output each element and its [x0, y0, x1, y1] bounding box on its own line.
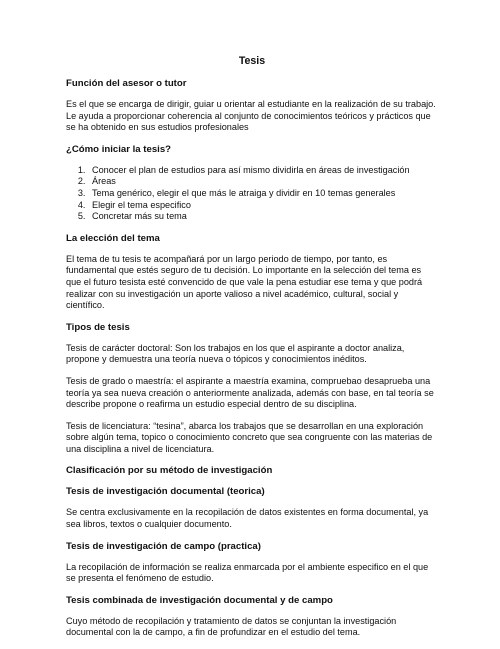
paragraph-doctoral: Tesis de carácter doctoral: Son los trabajos en los que el aspirante a doctor analiza, propone y demuestra una teoría nueva o tópicos y conocimientos inéditos. — [66, 342, 405, 365]
heading-iniciar: ¿Cómo iniciar la tesis? — [66, 143, 172, 155]
document-page — [66, 55, 438, 649]
list-item: 1. Conocer el plan de estudios para así mismo dividirla en áreas de investigación — [88, 165, 438, 177]
paragraph-asesor: Es el que se encarga de dirigir, guiar u orientar al estudiante en la realización de su trabajo. Le ayuda a proporcionar coherencia al conjunto de conocimientos teóricos y prácticos que se ha obtenido en sus estudios profesionales — [66, 99, 436, 133]
list-item: 3. Tema genérico, elegir el que más le atraiga y dividir en 10 temas generales — [88, 188, 438, 200]
paragraph-eleccion: El tema de tu tesis te acompañará por un largo periodo de tiempo, por tanto, es fundamental que estés seguro de tu decisión. Lo importante en la selección del tema es que el futuro tesista esté convencido de que vale la pena estudiar ese tema y que podrá realizar con su investigación un aporte valioso a nivel académico, cultural, social y científico. — [66, 253, 423, 311]
document-title: Tesis — [238, 55, 266, 67]
paragraph-campo: La recopilación de información se realiza enmarcada por el ambiente especifico en el que se presenta el fenómeno de estudio. — [66, 561, 429, 584]
heading-documental: Tesis de investigación documental (teorica) — [66, 486, 265, 498]
list-item: 2. Áreas — [88, 176, 438, 188]
paragraph-licenciatura: Tesis de licenciatura: “tesina”, abarca los trabajos que se desarrollan en una exploración sobre algún tema, topico o conocimiento concreto que sea congruente con las materias de una disciplina a nivel de licenciatura. — [66, 420, 433, 454]
heading-asesor: Función del asesor o tutor — [66, 78, 187, 89]
heading-eleccion: La elección del tema — [66, 232, 160, 244]
heading-clasificacion: Clasificación por su método de investigación — [66, 465, 273, 477]
heading-campo: Tesis de investigación de campo (practica) — [66, 540, 261, 552]
paragraph-maestria: Tesis de grado o maestría: el aspirante a maestría examina, compruebao desaprueba una teoría ya sea nueva creación o anteriormente analizada, además con base, en tal teoría se describe propone o reafirma un estudio especial dentro de su disciplina. — [66, 375, 434, 410]
heading-tipos: Tipos de tesis — [66, 321, 130, 333]
steps-list — [66, 165, 438, 223]
list-item: 5. Concretar más su tema — [88, 211, 438, 223]
paragraph-combinada: Cuyo método de recopilación y tratamiento de datos se conjuntan la investigación documental con la de campo, a fin de profundizar en el estudio del tema. — [66, 615, 397, 638]
paragraph-documental: Se centra exclusivamente en la recopilación de datos existentes en forma documental, ya sea libros, textos o cualquier documento. — [66, 507, 429, 530]
heading-combinada: Tesis combinada de investigación documental y de campo — [66, 594, 333, 606]
list-item: 4. Elegir el tema especifico — [88, 200, 438, 212]
